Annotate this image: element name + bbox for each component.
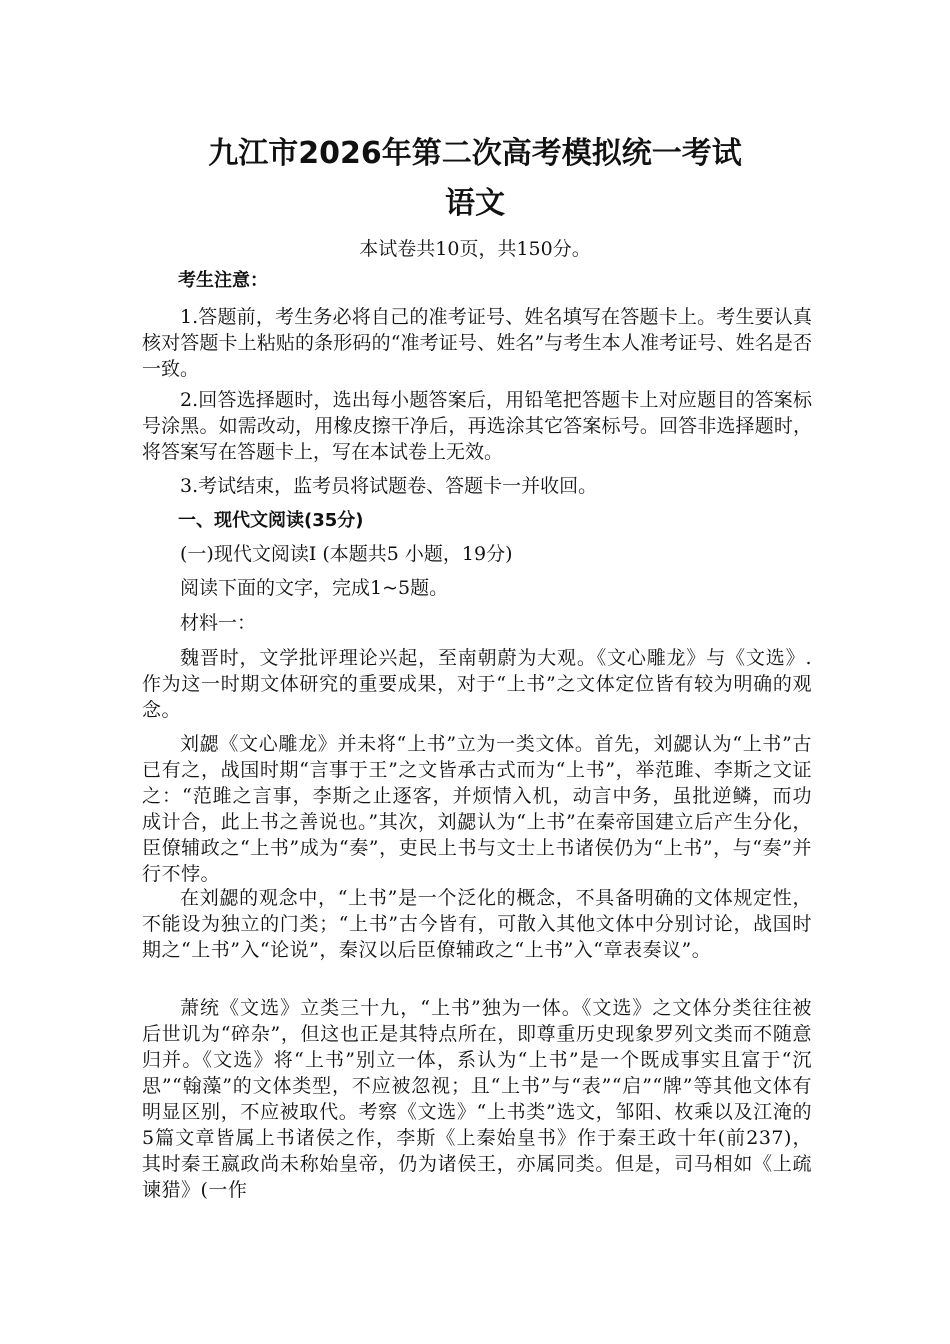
paragraph-3: 在刘勰的观念中，“上书”是一个泛化的概念，不具备明确的文体规定性，不能设为独立的门类；“上书”古今皆有，可散入其他文体中分别讨论，战国时期之“上书”入“论说”，秦汉以后臣僚辅政之“上书”入“章表奏议”。	[142, 887, 812, 961]
material-label: 材料一：	[180, 612, 257, 634]
notice-item-2: 2.回答选择题时，选出每小题答案后，用铅笔把答题卡上对应题目的答案标号涂黑。如需改动，用橡皮擦干净后，再选涂其它答案标号。回答非选择题时，将答案写在答题卡上，写在本试卷上无效。	[142, 389, 812, 463]
notice-item-3: 3.考试结束，监考员将试题卷、答题卡一并收回。	[180, 475, 598, 497]
exam-info: 本试卷共10页，共150分。	[359, 238, 591, 260]
exam-title: 九江市2026年第二次高考模拟统一考试	[208, 136, 742, 171]
paragraph-4: 萧统《文选》立类三十九，“上书”独为一体。《文选》之文体分类往往被后世讥为“碎杂”，但这也正是其特点所在，即尊重历史现象罗列文类而不随意归并。《文选》将“上书”别立一体，系认为“上书”是一个既成事实且富于“沉思”“翰藻”的文体类型，不应被忽视；且“上书”与“表”“启”“牌”等其他文体有明显区别，不应被取代。考察《文选》“上书类”选文，邹阳、枚乘以及江淹的5篇文章皆属上书诸侯之作，李斯《上秦始皇书》作于秦王政十年(前237)，其时秦王嬴政尚未称始皇帝，仍为诸侯王，亦属同类。但是，司马相如《上疏谏猎》(一作	[142, 997, 812, 1201]
paragraph-1: 魏晋时，文学批评理论兴起，至南朝蔚为大观。《文心雕龙》与《文选》.作为这一时期文体研究的重要成果，对于“上书”之文体定位皆有较为明确的观念。	[142, 647, 812, 721]
subject-title: 语文	[445, 186, 505, 221]
paragraph-2: 刘勰《文心雕龙》并未将“上书”立为一类文体。首先，刘勰认为“上书”古已有之，战国时期“言事于王”之文皆承古式而为“上书”，举范雎、李斯之文证之：“范雎之言事，李斯之止逐客，并烦情入机，动言中务，虽批逆鳞，而功成计合，此上书之善说也。”其次，刘勰认为“上书”在秦帝国建立后产生分化，臣僚辅政之“上书”成为“奏”，吏民上书与文士上书诸侯仍为“上书”，与“奏”并行不悖。	[142, 733, 812, 885]
section-subheading: (一)现代文阅读Ⅰ (本题共5 小题，19分)	[180, 543, 513, 565]
notice-heading: 考生注意：	[178, 270, 268, 291]
notice-item-1: 1.答题前，考生务必将自己的准考证号、姓名填写在答题卡上。考生要认真核对答题卡上粘贴的条形码的“准考证号、姓名”与考生本人准考证号、姓名是否一致。	[142, 306, 812, 380]
section-heading: 一、现代文阅读(35分)	[178, 510, 364, 531]
section-instruction: 阅读下面的文字，完成1~5题。	[180, 577, 449, 599]
